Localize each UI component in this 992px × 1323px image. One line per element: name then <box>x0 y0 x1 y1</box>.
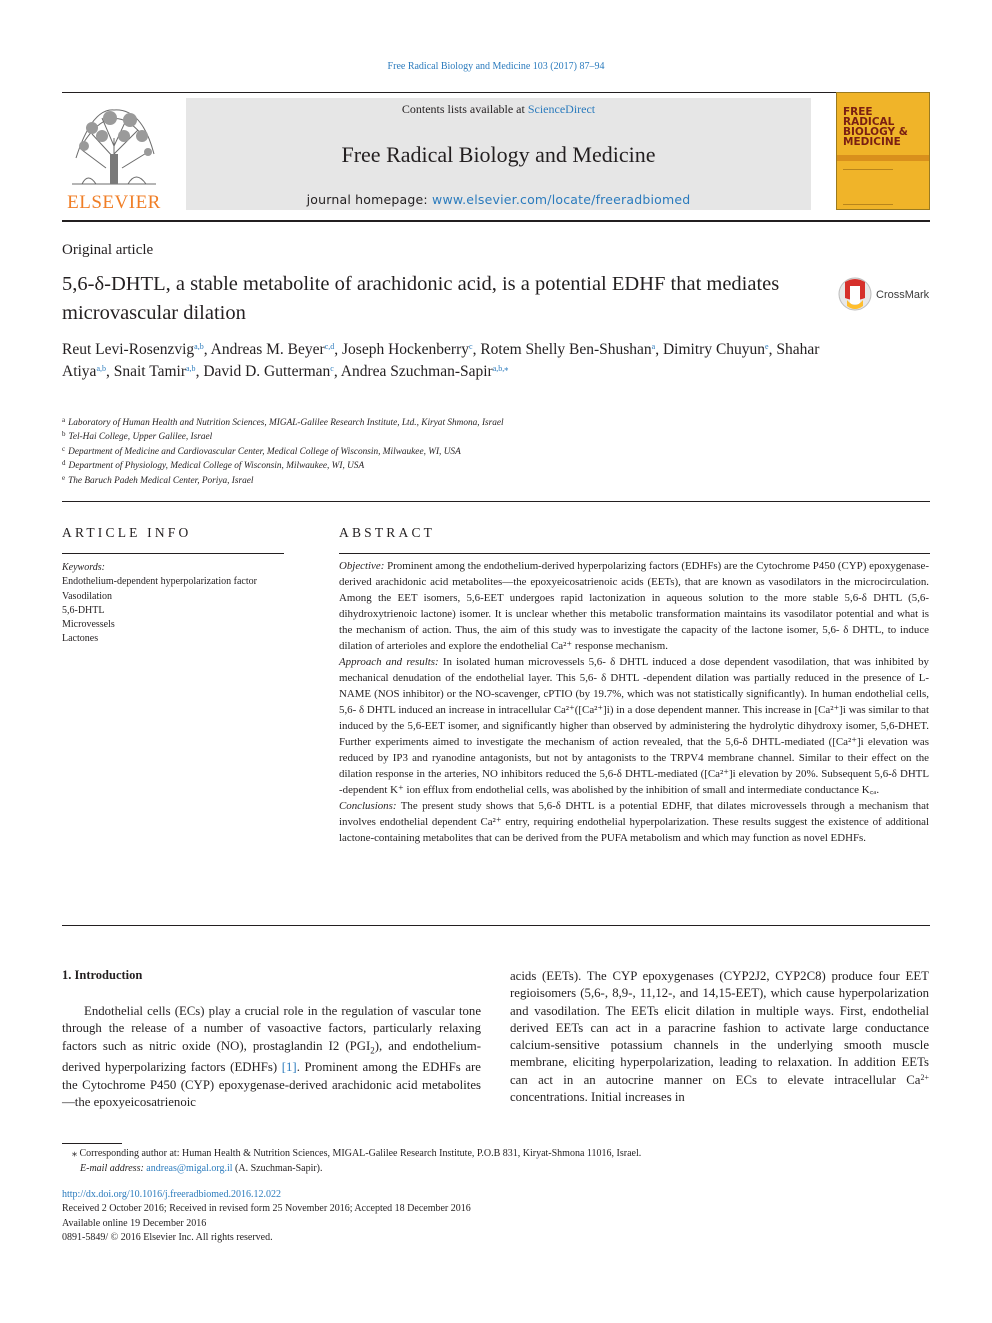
author-name[interactable]: Andreas M. Beyer <box>210 341 325 358</box>
author-list: Reut Levi-Rosenzvig$^{a,b}$, Andreas M. Beyer$^{c,d}$, Joseph Hockenberry$^c$, Rotem Shelly Ben-Shushan$^a$, Dimitry Chuyun$^e$, Shahar Atiya$^{a,b}$, Snait Tamir$^{a,b}$, David D. Gutterman$^c$, Andrea Szuchman-Sapir$^{a,b,⁎}$ <box>62 341 820 380</box>
author-affiliation-marker[interactable]: a,b <box>194 342 204 351</box>
intro-superscript: 2+ <box>920 1072 929 1082</box>
crossmark-icon <box>838 276 934 312</box>
homepage-prefix: journal homepage: <box>306 192 433 207</box>
approach-text: In isolated human microvessels 5,6- δ DHTL induced a dose dependent vasodilation, that was inhibited by mechanical denudation of the endothelial layer. This 5,6- δ DHTL -dependent dilation was partially reduced in the presence of L-NAME (NOS inhibitor) or the NO-scavenger, cPTIO (by 19.7%, which was not statistically significantly). In human endothelial cells, 5,6- δ DHTL induced an increase in intracellular Ca²⁺([Ca²⁺]i) in a dose dependent manner. This increase in [Ca²⁺]i was similar to that induced by the 5,6-EET isomer, and significantly higher than observed by administering the hydrolytic dihydroxy isomer, 5,6-DHET. Further experiments aimed to investigate the mechanism of action revealed, that the 5,6-δ DHTL-mediated ([Ca²⁺]i elevation was reduced by IP3 and ryanodine antagonists, but not by antagonists to the TRPV4 membrane channel. Similar to their effect on the dilation response in the arteries, NO inhibitors reduced the 5,6-δ DHTL-mediated ([Ca²⁺]i elevation by 20%. Subsequent 5,6-δ DHTL -dependent K⁺ ion efflux from endothelial cells, was abolished by the inhibition of small and intermediate conductance K꜀ₐ. <box>339 656 929 796</box>
conclusions-label: Conclusions: <box>339 800 397 812</box>
keyword-item: Microvessels <box>62 619 115 631</box>
affiliation-key: a <box>62 416 66 424</box>
affiliation-key: d <box>62 459 66 468</box>
cover-band <box>837 155 929 161</box>
abstract-objective <box>339 558 929 654</box>
affiliation-text: Laboratory of Human Health and Nutrition Sciences, MIGAL-Galilee Research Institute, Ltd., Kiryat Shmona, Israel <box>68 418 504 428</box>
abstract-conclusions <box>339 798 929 846</box>
keywords-block <box>62 561 292 647</box>
section-divider <box>62 501 930 502</box>
affiliation-item <box>62 430 822 444</box>
affiliation-text: Department of Physiology, Medical College of Wisconsin, Milwaukee, WI, USA <box>68 461 365 472</box>
running-head[interactable]: Free Radical Biology and Medicine 103 (2017) 87–94 <box>387 61 605 72</box>
article-info-rule <box>62 553 284 554</box>
affiliation-list <box>62 416 822 488</box>
affiliation-text: The Baruch Padeh Medical Center, Poriya, Israel <box>68 475 254 486</box>
author-affiliation-marker[interactable]: a,b <box>186 363 196 373</box>
author-affiliation-marker[interactable]: a,b,⁎ <box>492 363 509 373</box>
keyword-item: Vasodilation <box>62 590 112 602</box>
cover-decoration <box>843 169 893 205</box>
citation-link[interactable]: [1] <box>281 1060 297 1075</box>
elsevier-tree-icon <box>62 98 166 212</box>
crossmark-badge[interactable] <box>838 276 934 312</box>
keywords-label: Keywords: <box>62 562 105 573</box>
objective-label: Objective: <box>339 560 385 572</box>
article-title: 5,6-δ-DHTL, a stable metabolite of arachidonic acid, is a potential EDHF that mediates microvascular dilation <box>62 273 780 324</box>
affiliation-text: Department of Medicine and Cardiovascular Center, Medical College of Wisconsin, Milwaukee, WI, USA <box>68 446 461 457</box>
intro-text: . Prominent among the EDHFs are the Cytochrome P450 (CYP) epoxygenase-derived arachidonic acid metabolites—the epoxyeicosatrienoic <box>62 1060 481 1110</box>
article-info-heading: ARTICLE INFO <box>62 525 192 540</box>
journal-name: Free Radical Biology and Medicine <box>341 142 656 167</box>
author-affiliation-marker[interactable]: e <box>765 342 769 351</box>
received-dates: Received 2 October 2016; Received in revised form 25 November 2016; Accepted 18 December 2016 <box>62 1203 471 1215</box>
masthead-top-rule <box>62 92 930 93</box>
keyword-item: Lactones <box>62 633 99 645</box>
affiliation-item <box>62 474 822 488</box>
affiliation-item <box>62 416 822 430</box>
keyword-item: 5,6-DHTL <box>62 604 105 616</box>
introduction-column-right <box>510 968 929 1106</box>
contents-prefix: Contents lists available at <box>401 102 528 116</box>
author-name[interactable]: Dimitry Chuyun <box>662 341 766 358</box>
bibliographic-info <box>62 1188 930 1245</box>
author-affiliation-marker[interactable]: c,d <box>324 342 335 351</box>
contents-line <box>186 102 811 117</box>
author-affiliation-marker[interactable]: a <box>651 342 656 351</box>
crossmark-label: CrossMark <box>876 289 930 301</box>
corresponding-author-note: ⁎ Corresponding author at: Human Health & Nutrition Sciences, MIGAL-Galilee Research Institute, P.O.B 831, Kiryat-Shmona 11016, Israel. <box>72 1148 642 1159</box>
author-affiliation-marker[interactable]: c <box>330 363 334 373</box>
introduction-column-left <box>62 1003 481 1111</box>
elsevier-wordmark: ELSEVIER <box>67 192 161 212</box>
affiliation-text: Tel-Hai College, Upper Galilee, Israel <box>68 432 213 443</box>
author-name[interactable]: Snait Tamir <box>113 362 186 380</box>
author-affiliation-marker[interactable]: a,b <box>96 363 106 373</box>
section-divider <box>62 925 930 926</box>
keyword-item: Endothelium-dependent hyperpolarization factor <box>62 576 257 588</box>
intro-subscript: 2 <box>370 1045 375 1056</box>
author-name[interactable]: Shahar Atiya <box>62 341 820 380</box>
email-suffix: (A. Szuchman-Sapir). <box>232 1162 323 1174</box>
abstract-rule <box>339 553 930 554</box>
sciencedirect-link[interactable]: ScienceDirect <box>527 102 596 116</box>
introduction-heading: 1. Introduction <box>62 968 143 982</box>
email-link[interactable]: andreas@migal.org.il <box>146 1162 233 1174</box>
intro-text: Endothelial cells (ECs) play a crucial role in the regulation of vascular tone through the release of a number of vasoactive factors, particularly relaxing factors such as nitric oxide (NO), prostaglandin I2 (PGI <box>62 1004 481 1053</box>
author-name[interactable]: Rotem Shelly Ben-Shushan <box>480 341 652 358</box>
intro-text: ), and endothelium-derived hyperpolarizing factors (EDHFs) <box>62 1038 481 1075</box>
affiliation-item <box>62 445 822 459</box>
email-line <box>62 1162 930 1177</box>
cover-title: FREE RADICAL BIOLOGY & MEDICINE <box>843 106 908 148</box>
author-affiliation-marker[interactable]: c <box>469 342 473 351</box>
masthead-bottom-rule <box>62 220 930 222</box>
conclusions-text: The present study shows that 5,6-δ DHTL is a potential EDHF, that dilates microvessels through a mechanism that involves endothelial dependent Ca²⁺ entry, requiring endothelial hyperpolarization. These results suggest the existence of additional lactone-containing metabolites that can be derived from the PUFA metabolism and which may function as novel EDHFs. <box>339 800 929 844</box>
available-online: Available online 19 December 2016 <box>62 1217 207 1229</box>
intro-text: concentrations. Initial increases in <box>510 1090 685 1105</box>
footnotes <box>62 1147 930 1176</box>
email-label: E-mail address: <box>80 1162 144 1174</box>
homepage-link[interactable]: www.elsevier.com/locate/freeradbiomed <box>432 192 691 207</box>
abstract-heading: ABSTRACT <box>339 525 436 540</box>
affiliation-key: b <box>62 430 66 439</box>
approach-label: Approach and results: <box>339 656 439 668</box>
elsevier-logo[interactable] <box>62 98 166 212</box>
footnote-rule <box>62 1143 122 1144</box>
author-name[interactable]: Joseph Hockenberry <box>342 341 469 358</box>
homepage-line <box>186 192 811 207</box>
affiliation-item <box>62 459 822 473</box>
doi-link[interactable]: http://dx.doi.org/10.1016/j.freeradbiomed.2016.12.022 <box>62 1189 281 1200</box>
article-type: Original article <box>62 242 154 258</box>
author-name[interactable]: Andrea Szuchman-Sapir <box>340 362 493 380</box>
objective-text: Prominent among the endothelium-derived hyperpolarizing factors (EDHFs) are the Cytochrome P450 (CYP) epoxygenase-derived arachidonic acid metabolites—the epoxyeicosatrienoic acids (EETs), that are known as vasodilators in the microcirculation. Among the EET isomers, 5,6-EET undergoes rapid lactonization in aqueous solution to the more stable 5,6-δ DHTL (5,6-dihydroxytrienoic lactone) isomer. It is unclear whether this metabolic transformation maintains its vasodilator potential and what is the mechanism of action. Thus, the aim of this study was to investigate the capacity of the lactone isomer, 5,6- δ DHTL, to induce dilation of arterioles and explore the endothelial Ca²⁺ response mechanism. <box>339 560 929 652</box>
affiliation-key: c <box>62 444 66 453</box>
affiliation-key: e <box>62 473 66 482</box>
author-name[interactable]: David D. Gutterman <box>203 362 331 380</box>
abstract-approach <box>339 654 929 798</box>
author-name[interactable]: Reut Levi-Rosenzvig <box>62 341 195 358</box>
abstract-body <box>339 558 929 846</box>
journal-cover[interactable] <box>836 92 930 210</box>
intro-text: acids (EETs). The CYP epoxygenases (CYP2J2, CYP2C8) produce four EET regioisomers (5,6-, 8,9-, 11,12-, and 14,15-EET), which cause hyperpolarization and vasodilation. The EETs elicit dilation in multiple ways. First, endothelial derived EETs can act in a paracrine fashion to activate large conductance calcium-sensitive potassium channels in the underlying smooth muscle membrane, eliciting hyperpolarization, leading to relaxation. In addition EETs can act in an autocrine manner on ECs to elevate intracellular Ca <box>510 969 929 1087</box>
copyright-line: 0891-5849/ © 2016 Elsevier Inc. All rights reserved. <box>62 1231 273 1243</box>
